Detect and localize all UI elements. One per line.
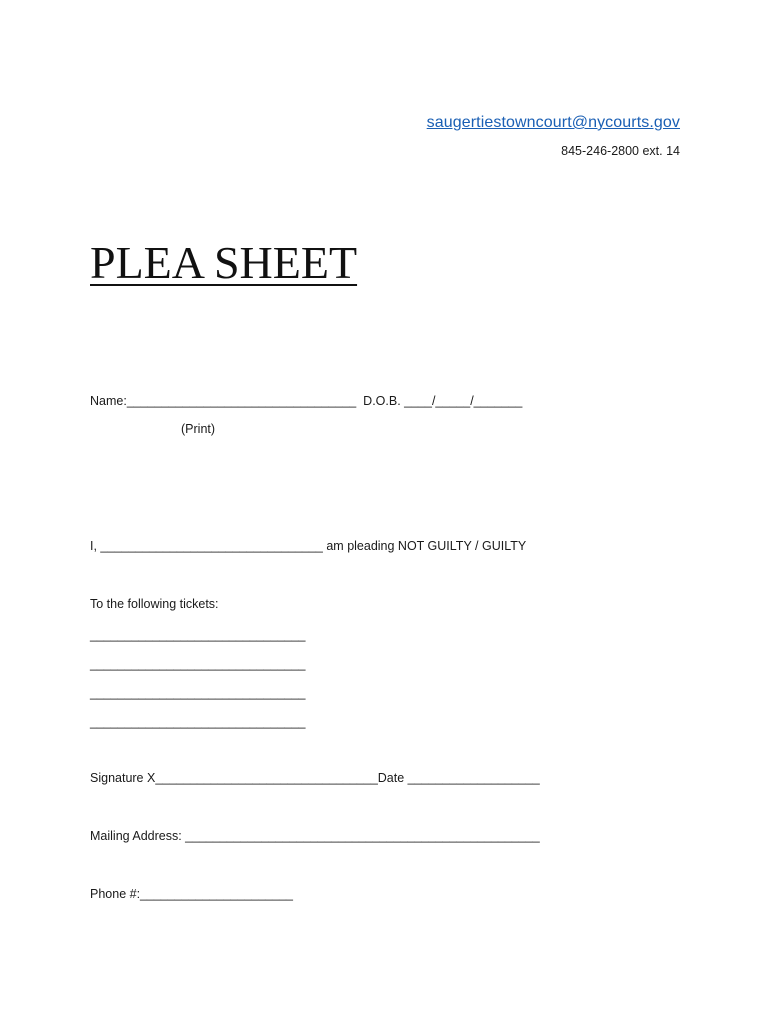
phone-number: 845-246-2800 ext. 14 [561, 144, 680, 158]
mailing-address-field[interactable]: Mailing Address: ___________________________________________________ [90, 829, 540, 843]
email-link[interactable]: saugertiestowncourt@nycourts.gov [426, 114, 680, 131]
plea-field[interactable]: I, ________________________________ am pleading NOT GUILTY / GUILTY [90, 539, 527, 553]
print-note: (Print) [181, 422, 216, 436]
ticket-line[interactable]: _______________________________ [90, 657, 306, 671]
signature-date-field[interactable]: Signature X________________________________Date ___________________ [90, 771, 540, 785]
name-dob-field[interactable]: Name:_________________________________ D.O.B. ____/_____/_______ [90, 394, 523, 408]
phone-field[interactable]: Phone #:______________________ [90, 887, 293, 901]
ticket-line[interactable]: _______________________________ [90, 715, 306, 729]
tickets-label: To the following tickets: [90, 597, 219, 611]
ticket-line[interactable]: _______________________________ [90, 686, 306, 700]
contact-block [427, 112, 680, 160]
ticket-line[interactable]: _______________________________ [90, 628, 306, 642]
page-title: PLEA SHEET [90, 237, 358, 288]
